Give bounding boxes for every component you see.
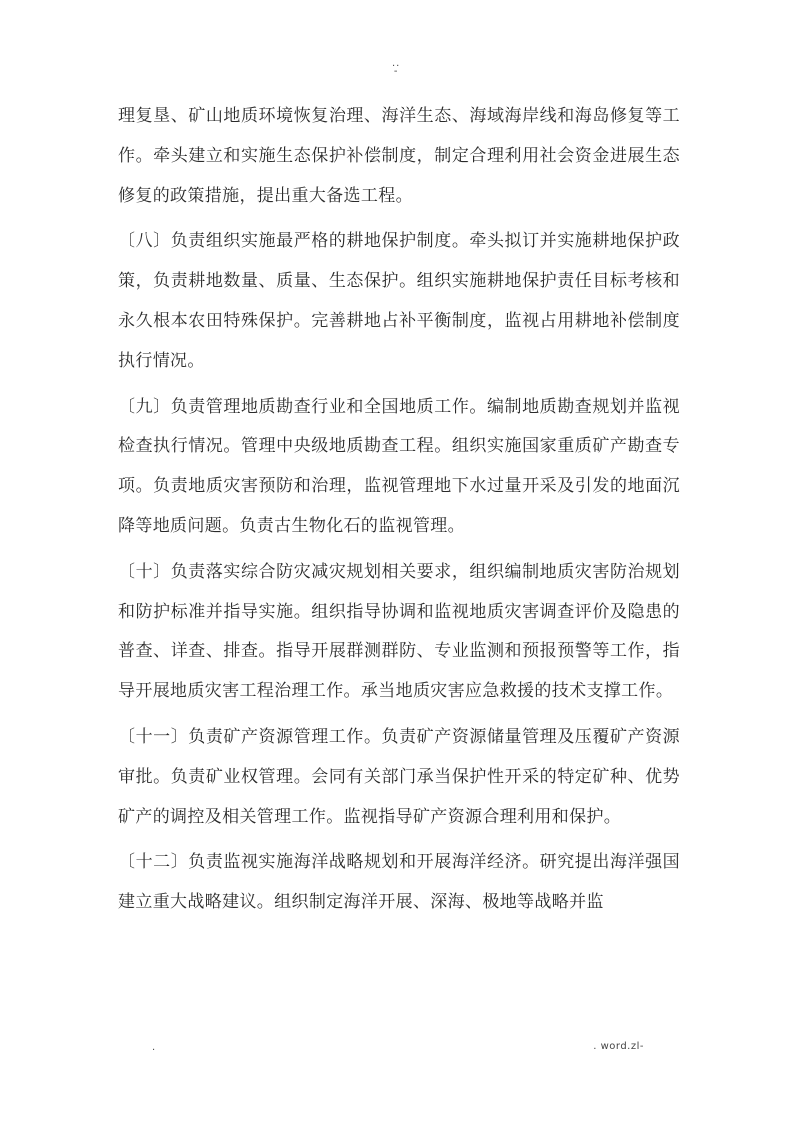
- paragraph-item-10: 〔十〕负责落实综合防灾减灾规划相关要求，组织编制地质灾害防治规划和防护标准并指导实施。组织指导协调和监视地质灾害调查评价及隐患的普查、详查、排查。指导开展群测群防、专业监测和预报预警等工作，指导开展地质灾害工程治理工作。承当地质灾害应急救援的技术支撑工作。: [118, 561, 680, 702]
- paragraph-item-11: 〔十一〕负责矿产资源管理工作。负责矿产资源储量管理及压覆矿产资源审批。负责矿业权管理。会同有关部门承当保护性开采的特定矿种、优势矿产的调控及相关管理工作。监视指导矿产资源合理利用和保护。: [118, 726, 680, 827]
- paragraph-item-8: 〔八〕负责组织实施最严格的耕地保护制度。牵头拟订并实施耕地保护政策，负责耕地数量、质量、生态保护。组织实施耕地保护责任目标考核和永久根本农田特殊保护。完善耕地占补平衡制度，监视占用耕地补偿制度执行情况。: [118, 231, 680, 371]
- footer-left-mark: .: [152, 1042, 156, 1053]
- paragraph-item-12: 〔十二〕负责监视实施海洋战略规划和开展海洋经济。研究提出海洋强国建立重大战略建议。组织制定海洋开展、深海、极地等战略并监: [118, 852, 680, 913]
- document-body: [118, 97, 680, 929]
- paragraph-item-9: 〔九〕负责管理地质勘查行业和全国地质工作。编制地质勘查规划并监视检查执行情况。管理中央级地质勘查工程。组织实施国家重质矿产勘查专项。负责地质灾害预防和治理，监视管理地下水过量开采及引发的地面沉降等地质问题。负责古生物化石的监视管理。: [118, 396, 680, 536]
- footer-right-mark: . word.zl-: [593, 1041, 644, 1052]
- header-mark: .. -: [392, 58, 401, 77]
- paragraph-restoration: 理复垦、矿山地质环境恢复治理、海洋生态、海域海岸线和海岛修复等工作。牵头建立和实施生态保护补偿制度，制定合理利用社会资金进展生态修复的政策措施，提出重大备选工程。: [118, 106, 680, 206]
